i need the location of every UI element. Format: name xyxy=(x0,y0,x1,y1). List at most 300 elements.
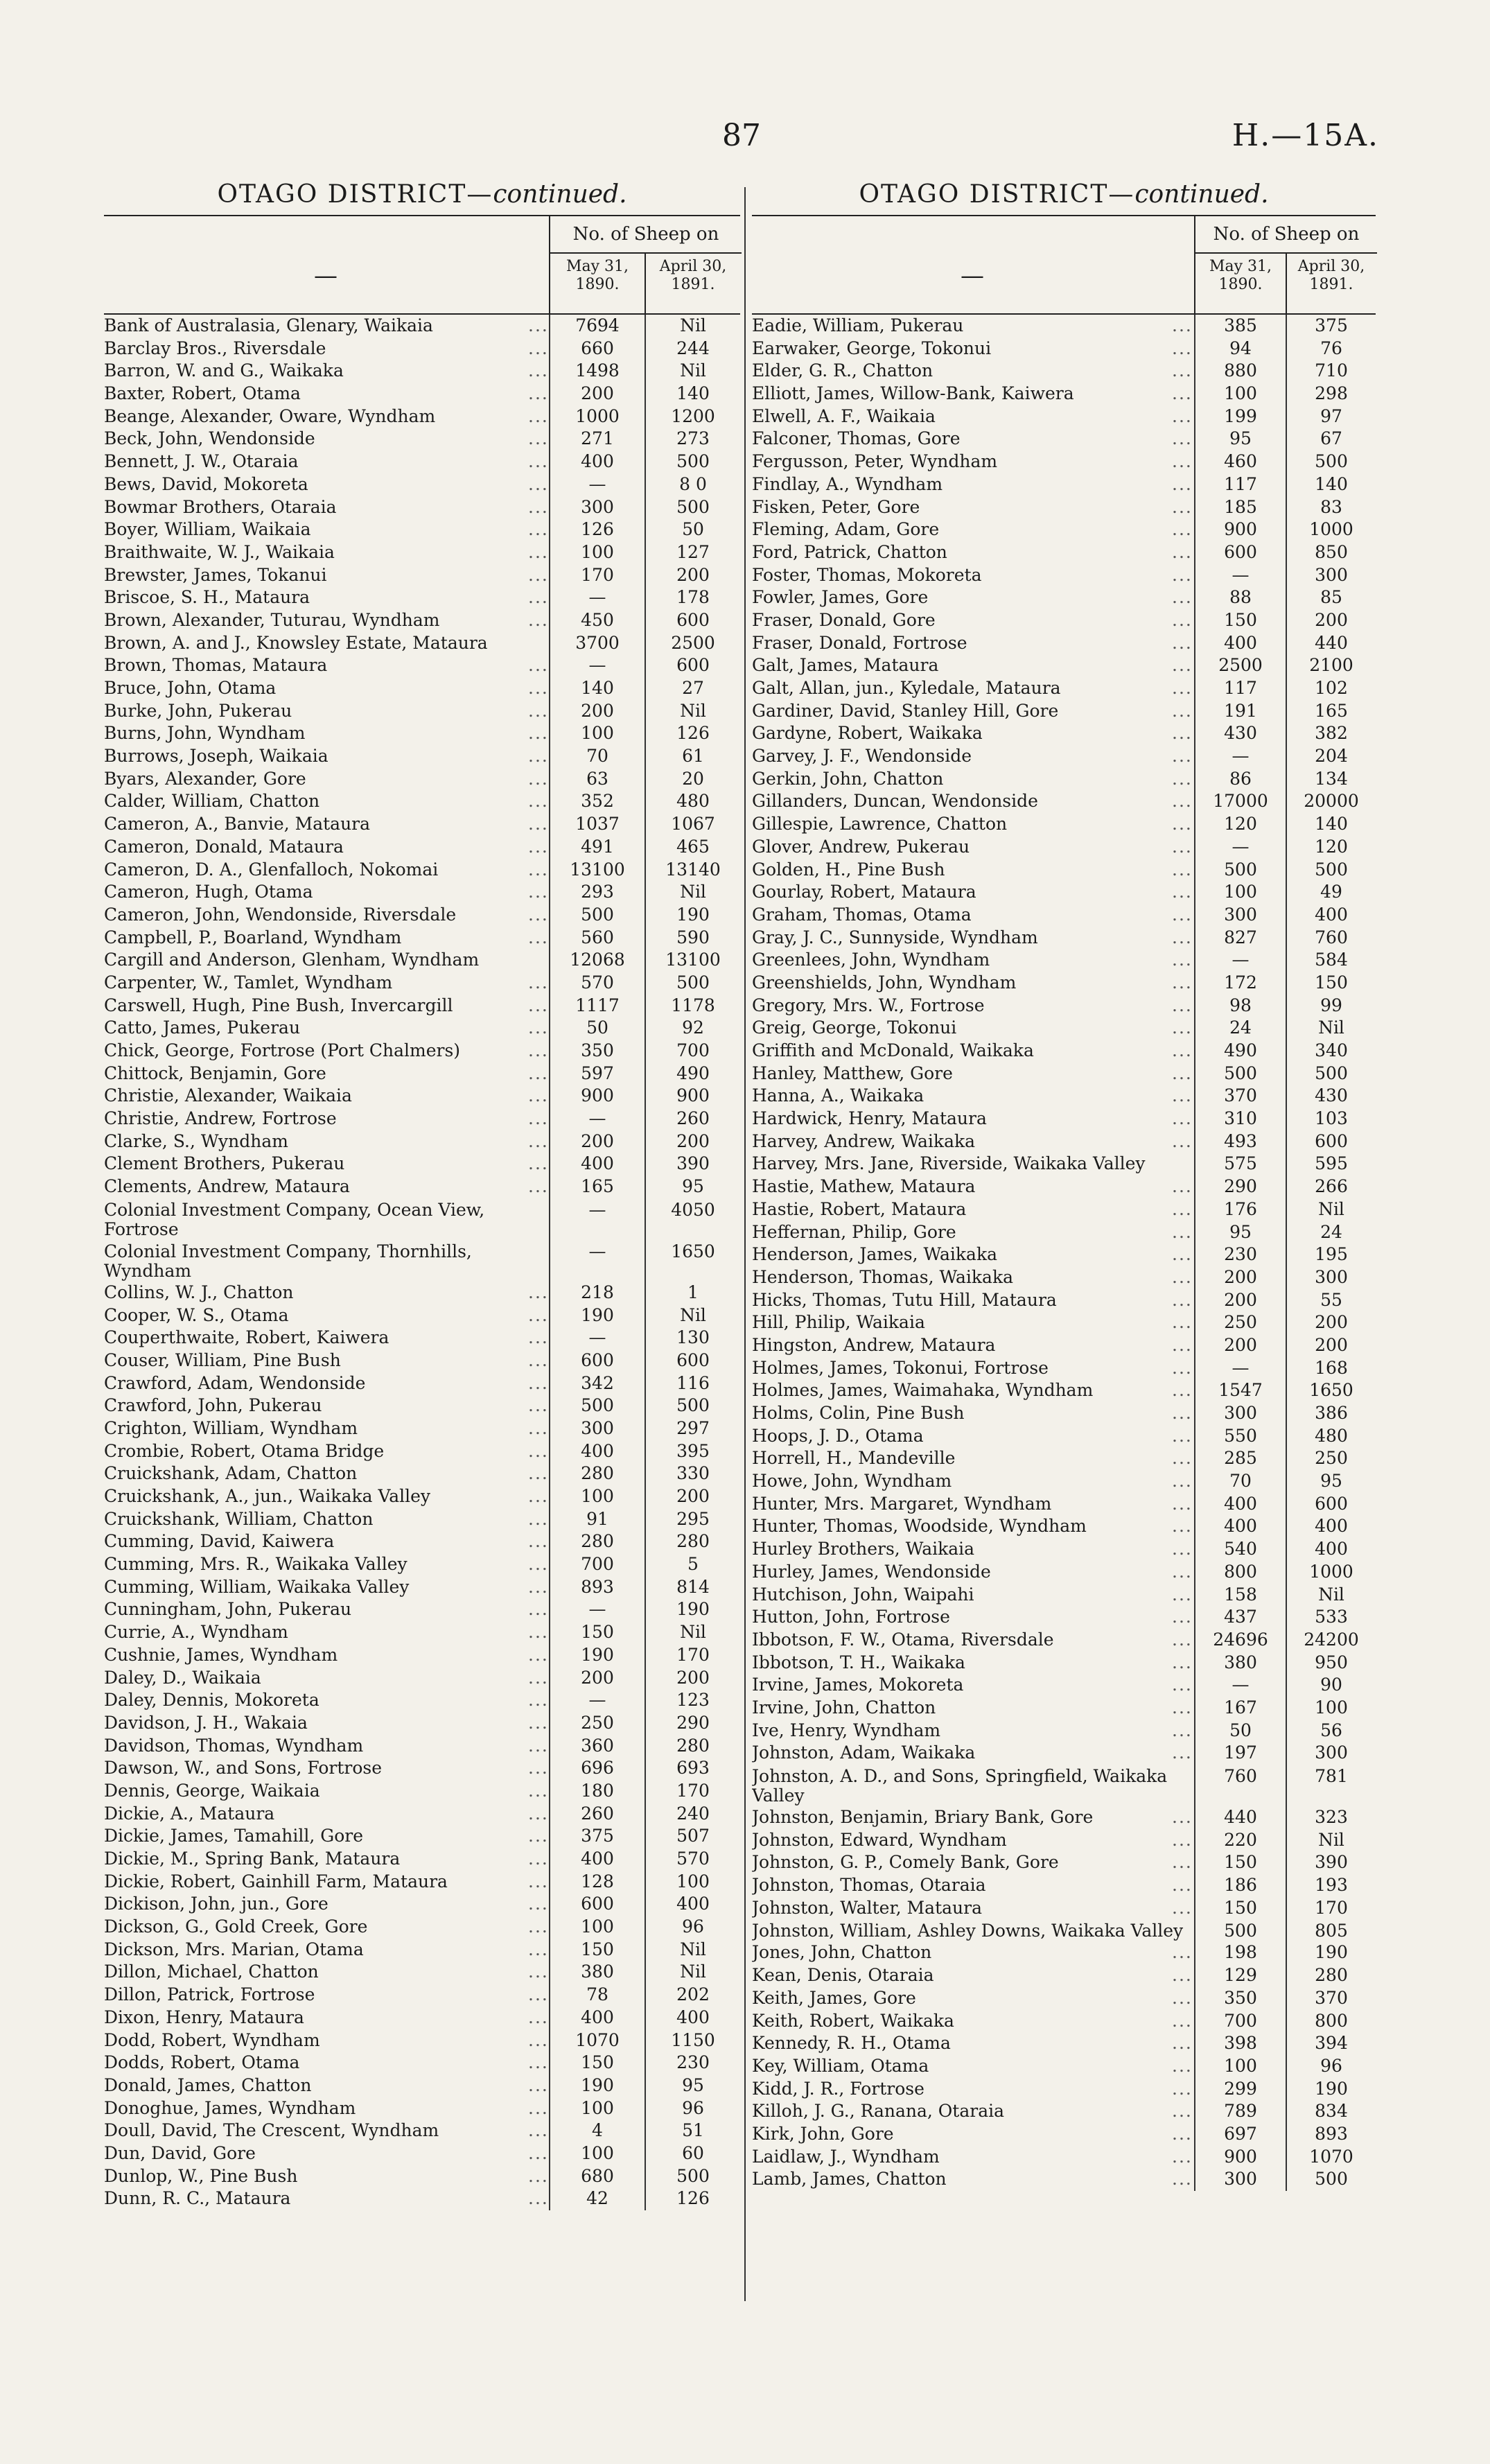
leader-dots: ... xyxy=(528,768,549,789)
table-row xyxy=(752,1493,1376,1516)
sheep-april-1891: 195 xyxy=(1315,1244,1348,1265)
leader-dots: ... xyxy=(1172,678,1193,698)
sheep-april-1891: 600 xyxy=(676,1349,710,1370)
sheep-may-1890: 660 xyxy=(581,338,614,358)
sheep-may-1890: 50 xyxy=(1229,1720,1252,1740)
table-row xyxy=(104,1040,740,1063)
sheep-april-1891: 200 xyxy=(676,1667,710,1688)
holder-name: Cameron, John, Wendonside, Riversdale xyxy=(104,904,457,925)
sheep-may-1890: 129 xyxy=(1224,1965,1257,1986)
leader-dots: ... xyxy=(528,1463,549,1484)
table-row xyxy=(752,904,1376,927)
leader-dots: ... xyxy=(1172,995,1193,1015)
sheep-april-1891: 2100 xyxy=(1309,655,1353,676)
table-row xyxy=(752,2100,1376,2123)
leader-dots: ... xyxy=(1172,383,1193,404)
holder-name: Greenlees, John, Wyndham xyxy=(752,950,990,970)
table-row xyxy=(104,836,740,859)
leader-dots: ... xyxy=(1172,814,1193,835)
leader-dots: ... xyxy=(528,1735,549,1756)
holder-name: Kennedy, R. H., Otama xyxy=(752,2033,951,2054)
leader-dots: ... xyxy=(1172,1875,1193,1896)
leader-dots: ... xyxy=(1172,859,1193,880)
table-row xyxy=(104,564,740,587)
leader-dots: ... xyxy=(1172,1675,1193,1695)
holder-name: Bowmar Brothers, Otaraia xyxy=(104,496,337,517)
table-row xyxy=(104,1825,740,1848)
sheep-may-1890: 400 xyxy=(1224,1493,1257,1514)
sheep-may-1890: 575 xyxy=(1224,1153,1257,1174)
sheep-april-1891: 800 xyxy=(1315,2010,1348,2031)
sheep-april-1891: 165 xyxy=(1315,700,1348,721)
sheep-april-1891: 90 xyxy=(1320,1675,1342,1695)
sheep-april-1891: Nil xyxy=(680,700,706,721)
sheep-april-1891: 300 xyxy=(1315,1742,1348,1763)
leader-dots: ... xyxy=(528,1916,549,1937)
sheep-may-1890: 200 xyxy=(1224,1334,1257,1355)
sheep-april-1891: 400 xyxy=(1315,1539,1348,1559)
sheep-may-1890: 150 xyxy=(1224,1897,1257,1918)
sheep-may-1890: — xyxy=(588,587,606,608)
table-row xyxy=(104,1085,740,1108)
table-row xyxy=(104,1939,740,1961)
sheep-may-1890: 250 xyxy=(581,1712,614,1733)
sheep-may-1890: 300 xyxy=(581,1417,614,1438)
holder-name: Cruickshank, Adam, Chatton xyxy=(104,1463,358,1484)
table-row xyxy=(104,927,740,950)
holder-name: Beange, Alexander, Oware, Wyndham xyxy=(104,405,436,426)
left-sheep-group-header: No. of Sheep on xyxy=(549,216,742,313)
holder-name: Holmes, James, Tokonui, Fortrose xyxy=(752,1357,1049,1378)
holder-name: Dodds, Robert, Otama xyxy=(104,2052,300,2073)
sheep-april-1891: 382 xyxy=(1315,723,1348,744)
sheep-may-1890: 220 xyxy=(1224,1829,1257,1850)
holder-name: Collins, W. J., Chatton xyxy=(104,1282,294,1302)
table-row xyxy=(752,1561,1376,1584)
table-row xyxy=(104,518,740,541)
sheep-may-1890: 760 xyxy=(1224,1766,1257,1786)
leader-dots: ... xyxy=(1172,2169,1193,2190)
leader-dots: ... xyxy=(1172,2146,1193,2167)
page-number: 87 xyxy=(722,118,761,153)
sheep-april-1891: 97 xyxy=(1320,405,1342,426)
sheep-may-1890: 250 xyxy=(1224,1312,1257,1333)
table-row xyxy=(752,1697,1376,1720)
sheep-may-1890: 398 xyxy=(1224,2033,1257,2054)
leader-dots: ... xyxy=(1172,1289,1193,1310)
sheep-april-1891: Nil xyxy=(680,1622,706,1643)
holder-name: Beck, John, Wendonside xyxy=(104,428,315,449)
sheep-april-1891: 300 xyxy=(1315,564,1348,585)
table-row xyxy=(752,2146,1376,2169)
sheep-april-1891: 950 xyxy=(1315,1652,1348,1672)
sheep-may-1890: 197 xyxy=(1224,1742,1257,1763)
table-row xyxy=(104,1063,740,1085)
table-row xyxy=(752,1425,1376,1448)
table-row xyxy=(104,745,740,768)
table-row xyxy=(104,1848,740,1871)
sheep-may-1890: 400 xyxy=(1224,632,1257,653)
leader-dots: ... xyxy=(1172,1380,1193,1401)
holder-name: Harvey, Mrs. Jane, Riverside, Waikaka Valley xyxy=(752,1153,1146,1174)
leader-dots: ... xyxy=(528,1108,549,1129)
table-row xyxy=(752,790,1376,813)
leader-dots: ... xyxy=(528,315,549,335)
leader-dots: ... xyxy=(528,1508,549,1529)
leader-dots: ... xyxy=(528,1690,549,1711)
sheep-may-1890: 186 xyxy=(1224,1875,1257,1896)
leader-dots: ... xyxy=(1172,473,1193,494)
sheep-may-1890: 117 xyxy=(1224,678,1257,698)
sheep-april-1891: 400 xyxy=(1315,1516,1348,1537)
sheep-may-1890: 190 xyxy=(581,1644,614,1665)
table-row xyxy=(104,586,740,609)
leader-dots: ... xyxy=(1172,315,1193,335)
table-row xyxy=(104,315,740,338)
holder-name: Bruce, John, Otama xyxy=(104,678,277,698)
holder-name: Dickson, G., Gold Creek, Gore xyxy=(104,1916,368,1937)
leader-dots: ... xyxy=(1172,1539,1193,1559)
sheep-april-1891: 507 xyxy=(676,1826,710,1846)
sheep-may-1890: 880 xyxy=(1224,360,1257,381)
table-row xyxy=(752,1040,1376,1063)
leader-dots: ... xyxy=(528,1667,549,1688)
sheep-may-1890: — xyxy=(588,1241,606,1261)
holder-name: Gerkin, John, Chatton xyxy=(752,768,944,789)
table-row xyxy=(752,2078,1376,2101)
holder-name: Dodd, Robert, Wyndham xyxy=(104,2029,320,2050)
holder-name: Crawford, Adam, Wendonside xyxy=(104,1372,366,1393)
table-row xyxy=(752,338,1376,360)
sheep-may-1890: 200 xyxy=(581,1130,614,1151)
sheep-may-1890: 400 xyxy=(581,1440,614,1461)
sheep-april-1891: 300 xyxy=(1315,1266,1348,1287)
sheep-april-1891: 600 xyxy=(676,609,710,630)
holder-name: Campbell, P., Boarland, Wyndham xyxy=(104,927,402,947)
table-row xyxy=(752,836,1376,859)
holder-name: Braithwaite, W. J., Waikaia xyxy=(104,541,335,562)
table-row xyxy=(752,2032,1376,2055)
right-col-april-1891: April 30, 1891. xyxy=(1286,254,1376,313)
table-row xyxy=(104,1780,740,1803)
table-row xyxy=(104,1598,740,1621)
table-row xyxy=(752,2055,1376,2078)
leader-dots: ... xyxy=(1172,1312,1193,1333)
sheep-april-1891: 1000 xyxy=(1309,1561,1353,1582)
leader-dots: ... xyxy=(1172,1471,1193,1492)
sheep-may-1890: 70 xyxy=(1229,1471,1252,1492)
holder-name: Holmes, James, Waimahaka, Wyndham xyxy=(752,1380,1094,1401)
leader-dots: ... xyxy=(1172,1897,1193,1918)
holder-name: Falconer, Thomas, Gore xyxy=(752,428,961,449)
sheep-may-1890: 430 xyxy=(1224,723,1257,744)
sheep-may-1890: 24 xyxy=(1229,1017,1252,1038)
sheep-april-1891: 24200 xyxy=(1304,1629,1359,1650)
sheep-may-1890: 176 xyxy=(1224,1198,1257,1219)
leader-dots: ... xyxy=(1172,2055,1193,2076)
sheep-may-1890: 360 xyxy=(581,1735,614,1756)
sheep-april-1891: 95 xyxy=(1320,1471,1342,1492)
sheep-may-1890: 600 xyxy=(581,1894,614,1914)
sheep-may-1890: 290 xyxy=(1224,1176,1257,1197)
holder-name: Cunningham, John, Pukerau xyxy=(104,1599,352,1620)
table-row xyxy=(752,1538,1376,1561)
table-row xyxy=(104,1803,740,1826)
right-table-header xyxy=(752,216,1376,315)
sheep-may-1890: 95 xyxy=(1229,428,1252,449)
sheep-may-1890: 1547 xyxy=(1218,1380,1263,1401)
holder-name: Dawson, W., and Sons, Fortrose xyxy=(104,1758,383,1779)
holder-name: Ive, Henry, Wyndham xyxy=(752,1720,941,1740)
sheep-april-1891: 480 xyxy=(1315,1425,1348,1446)
holder-name: Findlay, A., Wyndham xyxy=(752,473,943,494)
sheep-may-1890: 310 xyxy=(1224,1108,1257,1129)
leader-dots: ... xyxy=(528,383,549,404)
table-row xyxy=(752,1311,1376,1334)
table-row xyxy=(752,722,1376,745)
leader-dots: ... xyxy=(1172,1987,1193,2008)
sheep-may-1890: 293 xyxy=(581,882,614,902)
sheep-may-1890: 100 xyxy=(581,2142,614,2163)
leader-dots: ... xyxy=(1172,1063,1193,1083)
table-row xyxy=(752,1941,1376,1964)
leader-dots: ... xyxy=(528,2097,549,2118)
sheep-april-1891: 85 xyxy=(1320,587,1342,608)
sheep-april-1891: 850 xyxy=(1315,541,1348,562)
sheep-april-1891: 76 xyxy=(1320,338,1342,358)
table-row xyxy=(104,1712,740,1735)
sheep-may-1890: 300 xyxy=(581,496,614,517)
sheep-may-1890: — xyxy=(588,1108,606,1129)
holder-name: Currie, A., Wyndham xyxy=(104,1622,288,1643)
leader-dots: ... xyxy=(1172,496,1193,517)
leader-dots: ... xyxy=(1172,2123,1193,2144)
sheep-may-1890: 370 xyxy=(1224,1085,1257,1106)
sheep-april-1891: 126 xyxy=(676,2188,710,2209)
holder-name: Jones, John, Chatton xyxy=(752,1942,932,1963)
sheep-april-1891: Nil xyxy=(1318,1829,1344,1850)
table-row xyxy=(752,1515,1376,1538)
sheep-april-1891: 140 xyxy=(1315,814,1348,835)
table-row xyxy=(104,1417,740,1440)
sheep-april-1891: 490 xyxy=(676,1063,710,1083)
sheep-april-1891: 200 xyxy=(1315,609,1348,630)
leader-dots: ... xyxy=(528,2007,549,2027)
holder-name: Burke, John, Pukerau xyxy=(104,700,292,721)
sheep-may-1890: 260 xyxy=(581,1803,614,1824)
holder-name: Briscoe, S. H., Mataura xyxy=(104,587,310,608)
leader-dots: ... xyxy=(528,496,549,517)
sheep-may-1890: 500 xyxy=(581,1395,614,1416)
sheep-may-1890: 540 xyxy=(1224,1539,1257,1559)
sheep-may-1890: 86 xyxy=(1229,768,1252,789)
holder-name: Hurley, James, Wendonside xyxy=(752,1561,991,1582)
leader-dots: ... xyxy=(1172,405,1193,426)
table-row xyxy=(752,972,1376,995)
sheep-april-1891: 500 xyxy=(676,1395,710,1416)
sheep-april-1891: 533 xyxy=(1315,1607,1348,1627)
sheep-april-1891: 56 xyxy=(1320,1720,1342,1740)
leader-dots: ... xyxy=(1172,1357,1193,1378)
leader-dots: ... xyxy=(1172,1629,1193,1650)
sheep-may-1890: 352 xyxy=(581,791,614,812)
leader-dots: ... xyxy=(1172,1425,1193,1446)
holder-name: Cargill and Anderson, Glenham, Wyndham xyxy=(104,950,480,970)
sheep-may-1890: 300 xyxy=(1224,1403,1257,1423)
table-row xyxy=(104,1017,740,1040)
sheep-may-1890: 285 xyxy=(1224,1448,1257,1469)
sheep-april-1891: 266 xyxy=(1315,1176,1348,1197)
table-row xyxy=(752,1964,1376,1987)
sheep-may-1890: 300 xyxy=(1224,2169,1257,2190)
table-row xyxy=(752,1266,1376,1289)
sheep-may-1890: 440 xyxy=(1224,1807,1257,1827)
table-row xyxy=(752,1806,1376,1829)
sheep-may-1890: 63 xyxy=(586,768,608,789)
holder-name: Johnston, Adam, Waikaka xyxy=(752,1742,976,1763)
sheep-april-1891: 200 xyxy=(676,1130,710,1151)
table-row xyxy=(104,904,740,927)
sheep-may-1890: 400 xyxy=(1224,1516,1257,1537)
table-row xyxy=(104,360,740,383)
sheep-april-1891: 150 xyxy=(1315,972,1348,993)
leader-dots: ... xyxy=(528,428,549,449)
holder-name: Donald, James, Chatton xyxy=(104,2074,312,2095)
sheep-may-1890: 380 xyxy=(581,1961,614,1982)
table-row xyxy=(752,1742,1376,1765)
table-row xyxy=(104,1153,740,1176)
holder-name: Daley, D., Waikaia xyxy=(104,1667,261,1688)
leader-dots: ... xyxy=(528,473,549,494)
table-row xyxy=(752,1674,1376,1697)
holder-name: Fergusson, Peter, Wyndham xyxy=(752,451,998,472)
leader-dots: ... xyxy=(1172,1584,1193,1605)
table-row xyxy=(104,405,740,428)
sheep-may-1890: 2500 xyxy=(1218,655,1263,676)
sheep-april-1891: 500 xyxy=(1315,1063,1348,1083)
table-row xyxy=(752,428,1376,451)
table-row xyxy=(104,1984,740,2007)
holder-name: Hoops, J. D., Otama xyxy=(752,1425,924,1446)
sheep-april-1891: 1650 xyxy=(671,1241,715,1261)
holder-name: Barclay Bros., Riversdale xyxy=(104,338,326,358)
table-row xyxy=(752,1198,1376,1221)
holder-name: Dickie, James, Tamahill, Gore xyxy=(104,1826,364,1846)
holder-name: Greig, George, Tokonui xyxy=(752,1017,957,1038)
table-row xyxy=(104,609,740,632)
table-row xyxy=(752,541,1376,564)
sheep-april-1891: 1200 xyxy=(671,405,715,426)
table-row xyxy=(104,473,740,496)
leader-dots: ... xyxy=(1172,2101,1193,2122)
sheep-april-1891: 395 xyxy=(676,1440,710,1461)
table-row xyxy=(104,1530,740,1553)
table-row xyxy=(104,1644,740,1667)
sheep-april-1891: 500 xyxy=(1315,2169,1348,2190)
table-row xyxy=(752,609,1376,632)
sheep-april-1891: 805 xyxy=(1315,1921,1348,1941)
sheep-april-1891: 140 xyxy=(1315,473,1348,494)
left-table-body xyxy=(104,315,740,2210)
sheep-may-1890: 94 xyxy=(1229,338,1252,358)
table-row xyxy=(752,1085,1376,1108)
leader-dots: ... xyxy=(1172,1607,1193,1627)
leader-dots: ... xyxy=(528,723,549,744)
leader-dots: ... xyxy=(528,2074,549,2095)
sheep-may-1890: 680 xyxy=(581,2165,614,2186)
leader-dots: ... xyxy=(528,1063,549,1083)
sheep-may-1890: 158 xyxy=(1224,1584,1257,1605)
sheep-april-1891: 99 xyxy=(1320,995,1342,1015)
leader-dots: ... xyxy=(1172,972,1193,993)
sheep-may-1890: 24696 xyxy=(1213,1629,1268,1650)
leader-dots: ... xyxy=(1172,451,1193,472)
holder-name: Calder, William, Chatton xyxy=(104,791,320,812)
sheep-may-1890: 190 xyxy=(581,1304,614,1325)
table-row xyxy=(104,2074,740,2097)
leader-dots: ... xyxy=(1172,1244,1193,1265)
table-row xyxy=(752,496,1376,519)
leader-dots: ... xyxy=(1172,904,1193,925)
leader-dots: ... xyxy=(1172,1942,1193,1963)
table-row xyxy=(752,1919,1376,1941)
holder-name: Fisken, Peter, Gore xyxy=(752,496,920,517)
sheep-may-1890: 17000 xyxy=(1213,791,1268,812)
table-row xyxy=(752,2123,1376,2146)
sheep-april-1891: 834 xyxy=(1315,2101,1348,2122)
table-row xyxy=(752,677,1376,700)
table-row xyxy=(104,2142,740,2165)
leader-dots: ... xyxy=(528,859,549,880)
sheep-april-1891: 386 xyxy=(1315,1403,1348,1423)
leader-dots: ... xyxy=(528,700,549,721)
sheep-april-1891: 781 xyxy=(1315,1766,1348,1786)
sheep-april-1891: 140 xyxy=(676,383,710,404)
sheep-april-1891: 290 xyxy=(676,1712,710,1733)
sheep-may-1890: — xyxy=(588,473,606,494)
table-row xyxy=(104,1893,740,1916)
leader-dots: ... xyxy=(528,587,549,608)
sheep-april-1891: 170 xyxy=(676,1644,710,1665)
sheep-may-1890: 100 xyxy=(581,2097,614,2118)
sheep-may-1890: 200 xyxy=(581,1667,614,1688)
table-row xyxy=(752,1108,1376,1130)
leader-dots: ... xyxy=(528,882,549,902)
sheep-may-1890: 88 xyxy=(1229,587,1252,608)
table-row xyxy=(752,1829,1376,1852)
holder-name: Henderson, James, Waikaka xyxy=(752,1244,998,1265)
leader-dots: ... xyxy=(1172,1516,1193,1537)
leader-dots: ... xyxy=(528,904,549,925)
left-col-april-1891: April 30, 1891. xyxy=(645,254,740,313)
sheep-may-1890: 900 xyxy=(581,1085,614,1106)
table-row xyxy=(752,949,1376,972)
holder-name: Dunn, R. C., Mataura xyxy=(104,2188,291,2209)
sheep-april-1891: Nil xyxy=(1318,1017,1344,1038)
leader-dots: ... xyxy=(528,972,549,993)
holder-name: Dickie, M., Spring Bank, Mataura xyxy=(104,1849,401,1869)
sheep-april-1891: 170 xyxy=(676,1780,710,1801)
holder-name: Gourlay, Robert, Mataura xyxy=(752,882,976,902)
sheep-april-1891: 900 xyxy=(676,1085,710,1106)
sheep-may-1890: 150 xyxy=(581,1622,614,1643)
table-row xyxy=(104,1198,740,1240)
holder-name: Baxter, Robert, Otama xyxy=(104,383,301,404)
table-row xyxy=(752,405,1376,428)
leader-dots: ... xyxy=(1172,1130,1193,1151)
leader-dots: ... xyxy=(528,1395,549,1416)
leader-dots: ... xyxy=(528,927,549,947)
